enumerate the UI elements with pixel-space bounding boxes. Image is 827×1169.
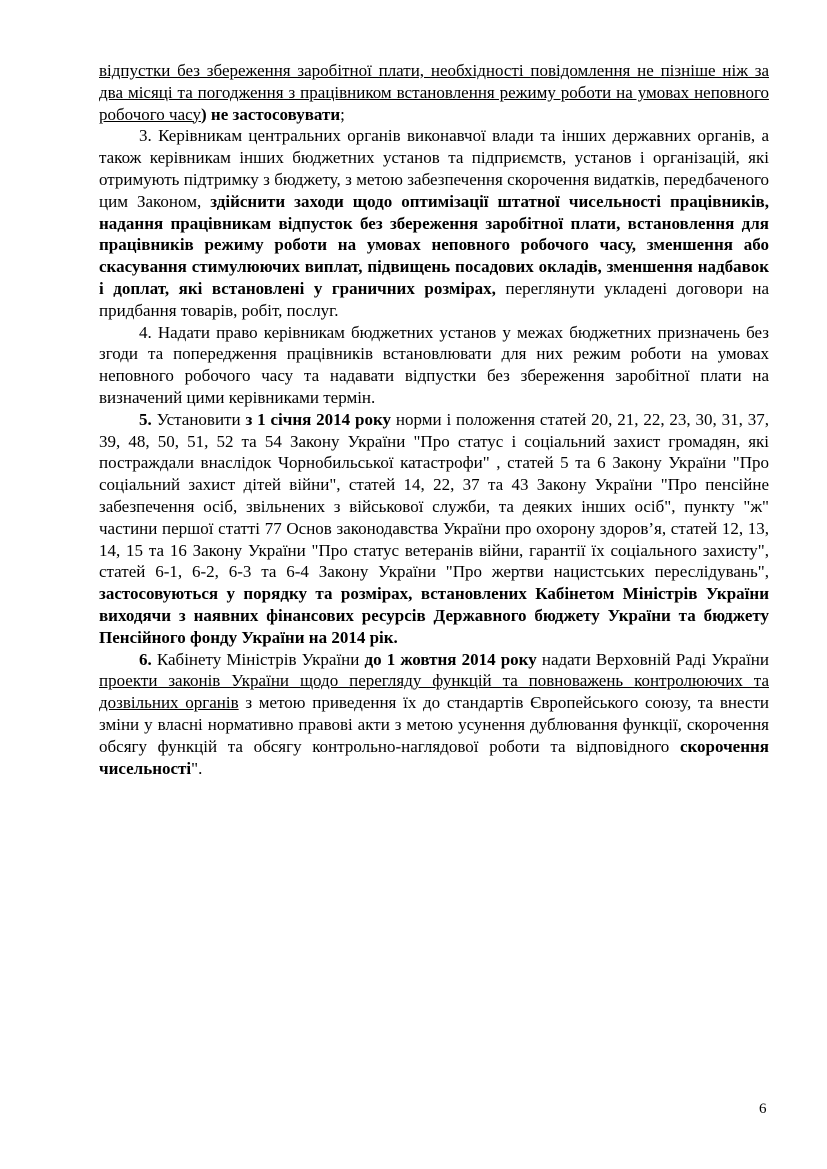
text-fragment: переглянути укладені договори на придбання товарів, робіт, послуг.	[99, 278, 769, 320]
underlined-text: відпустки без збереження заробітної плати, необхідності повідомлення не пізніше ніж за два місяці та погодження з працівником встановлення режиму роботи на умовах неповного робочого часу	[99, 61, 769, 124]
paragraph-5	[99, 409, 769, 649]
paragraph-6	[99, 649, 769, 780]
bold-date: до 1 жовтня 2014 року	[364, 649, 537, 669]
text-fragment: Кабінету Міністрів України	[151, 649, 365, 669]
text-fragment: норми і положення статей 20, 21, 22, 23, 30, 31, 37, 39, 48, 50, 51, 52 та 54 Закону України "Про статус і соціальний захист громадян, які постраждали внаслідок Чорнобильської катастрофи" , статей 5 та 6 Закону України "Про соціальний захист дітей війни", статей 14, 22, 37 та 43 Закону України "Про пенсійне забезпечення осіб, звільнених з військової служби, та деяких інших осіб", пункту "ж" частини першої статті 77 Основ законодавства України про охорону здоров’я, статей 12, 13, 14, 15 та 16 Закону України "Про статус ветеранів війни, гарантії їх соціального захисту", статей 6-1, 6-2, 6-3 та 6-4 Закону України "Про жертви нацистських переслідувань",	[99, 409, 769, 582]
text-fragment: ".	[191, 758, 203, 778]
paragraph-4	[99, 322, 769, 409]
item-number: 5.	[139, 409, 152, 429]
bold-date: з 1 січня 2014 року	[245, 409, 392, 429]
page-number: 6	[759, 1101, 767, 1117]
underlined-text: проекти законів України щодо перегляду функцій та повноважень контролюючих та дозвільних органів	[99, 671, 769, 713]
paragraph-3	[99, 125, 769, 321]
item-number: 6.	[139, 649, 152, 669]
bold-text: застосовуються у порядку та розмірах, встановлених Кабінетом Міністрів України виходячи з наявних фінансових ресурсів Державного бюджету України та бюджету Пенсійного фонду України на 2014 рік.	[99, 584, 769, 647]
text-fragment: 3. Керівникам центральних органів виконавчої влади та інших державних органів, а також керівникам інших бюджетних установ та підприємств, установ і організацій, які отримують підтримку з бюджету, з метою забезпечення скорочення видатків, передбаченого цим Законом,	[99, 126, 769, 211]
text-fragment: надати Верховній Раді України	[536, 649, 769, 669]
text-fragment: 4. Надати право керівникам бюджетних установ у межах бюджетних призначень без згоди та попередження працівників встановлювати для них режим роботи на умовах неповного робочого часу та надавати відпустки без збереження заробітної плати на визначений цими керівниками термін.	[99, 322, 769, 407]
text-fragment: )	[200, 104, 211, 124]
text-fragment: ;	[340, 104, 345, 124]
text-fragment: Установити	[151, 409, 246, 429]
text-fragment: з метою приведення їх до стандартів Європейського союзу, та внести зміни у власні нормативно правові акти з метою усунення дублювання функції, скорочення обсягу функцій та обсягу контрольно-наглядової роботи та відповідного	[99, 693, 769, 756]
bold-text: скорочення чисельності	[99, 736, 769, 778]
paragraph-continuation	[99, 60, 769, 125]
bold-text: не застосовувати	[210, 104, 341, 124]
bold-text: здійснити заходи щодо оптимізації штатної чисельності працівників, надання працівникам відпусток без збереження заробітної плати, встановлення для працівників режиму роботи на умовах неповного робочого часу, зменшення або скасування стимулюючих виплат, підвищень посадових окладів, зменшення надбавок і доплат, які встановлені у граничних розмірах,	[99, 191, 769, 298]
document-body	[99, 60, 769, 779]
